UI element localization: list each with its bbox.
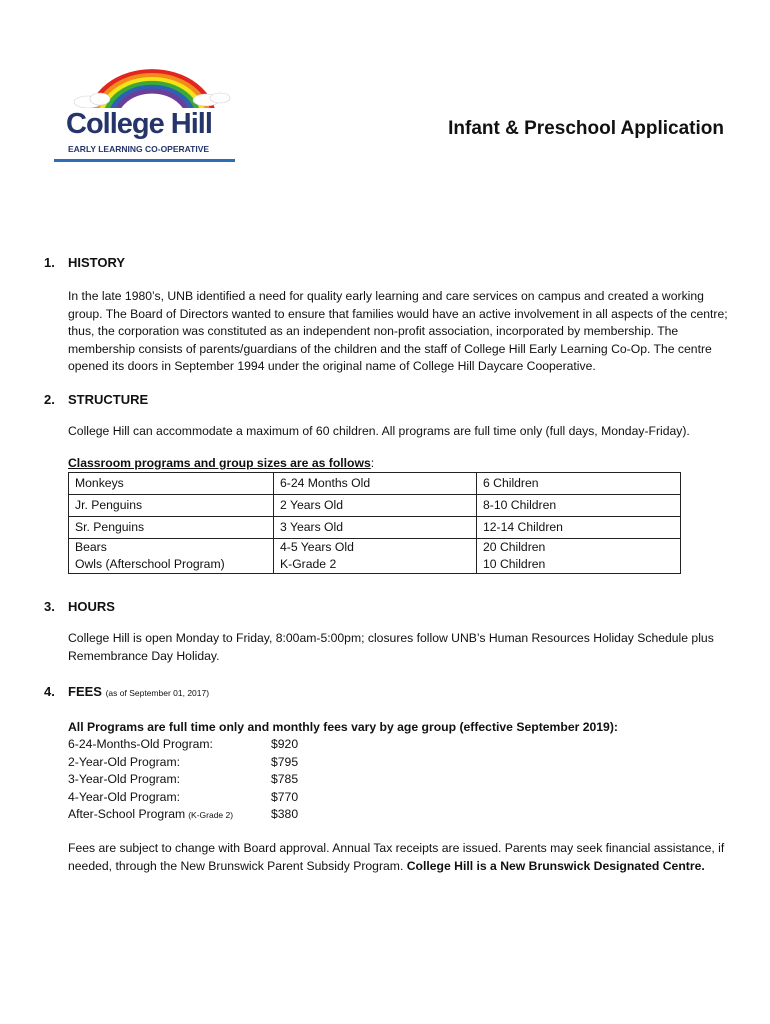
table-cell: Monkeys — [69, 473, 274, 495]
fees-heading — [44, 684, 209, 699]
table-caption-colon: : — [370, 456, 375, 470]
fee-label-text: After-School Program — [68, 807, 186, 821]
hours-number: 3. — [44, 599, 55, 614]
structure-number: 2. — [44, 392, 55, 407]
table-cell: 6 Children — [477, 473, 681, 495]
fee-amount: $795 — [271, 754, 299, 769]
table-row — [69, 473, 681, 495]
fee-row — [68, 737, 298, 751]
fee-label — [68, 807, 271, 821]
fees-note-text: Fees are subject to change with Board approval. Annual Tax receipts are issued. Parents may seek financial assistance, if needed, through the New Brunswick Parent Subsidy Program. — [68, 841, 725, 873]
college-hill-logo — [54, 58, 236, 166]
fee-label — [68, 772, 271, 786]
hours-text: College Hill is open Monday to Friday, 8:00am-5:00pm; closures follow UNB’s Human Resources Holiday Schedule plus Remembrance Day Holiday. — [68, 631, 714, 663]
table-row — [69, 539, 681, 574]
fee-row — [68, 807, 298, 821]
fee-amount: $920 — [271, 737, 299, 751]
table-row — [69, 495, 681, 517]
table-cell: 4-5 Years Old K-Grade 2 — [274, 539, 477, 574]
fee-label — [68, 790, 271, 804]
hours-heading — [44, 599, 115, 614]
table-cell: 12-14 Children — [477, 517, 681, 539]
table-cell: 6-24 Months Old — [274, 473, 477, 495]
table-cell: Bears Owls (Afterschool Program) — [69, 539, 274, 574]
fees-number: 4. — [44, 684, 55, 699]
history-heading — [44, 255, 125, 270]
designated-centre-text: College Hill is a New Brunswick Designated Centre. — [406, 858, 705, 873]
table-caption — [68, 456, 374, 470]
table-caption-text: Classroom programs and group sizes are as follows — [68, 456, 371, 470]
logo-subtitle: EARLY LEARNING CO-OPERATIVE — [68, 144, 210, 154]
fee-label — [68, 737, 271, 751]
fee-label — [68, 755, 271, 769]
fee-row — [68, 790, 298, 804]
structure-title: STRUCTURE — [68, 392, 149, 407]
fees-title: FEES — [68, 684, 102, 699]
fee-label-text: 4-Year-Old Program: — [68, 789, 180, 804]
hours-title: HOURS — [68, 599, 115, 614]
page-title: Infant & Preschool Application — [448, 118, 724, 139]
structure-heading — [44, 392, 148, 407]
history-text: In the late 1980’s, UNB identified a need for quality early learning and care services on campus and created a working group. The Board of Directors wanted to ensure that families would have an active involvement in all aspects of the centre; thus, the corporation was constituted as an independent non-profit association, incorporated by membership. The membership consists of parents/guardians of the children and the staff of College Hill Early Learning Co-Op. The centre opened its doors in September 1994 under the original name of College Hill Daycare Cooperative. — [68, 289, 728, 373]
classroom-table-body — [69, 473, 681, 574]
fee-amount: $770 — [271, 789, 299, 804]
logo-underline — [54, 159, 235, 162]
table-cell: Sr. Penguins — [69, 517, 274, 539]
history-number: 1. — [44, 255, 55, 270]
table-cell: Jr. Penguins — [69, 495, 274, 517]
table-cell: 3 Years Old — [274, 517, 477, 539]
fees-date-note: (as of September 01, 2017) — [105, 688, 210, 698]
fee-label-text: 6-24-Months-Old Program: — [68, 737, 213, 751]
fee-amount: $380 — [271, 807, 299, 821]
table-cell: 2 Years Old — [274, 495, 477, 517]
fee-amount: $785 — [271, 772, 299, 786]
logo-name: College Hill — [66, 108, 212, 140]
fee-label-text: 3-Year-Old Program: — [68, 772, 180, 786]
fee-row — [68, 755, 298, 769]
table-row — [69, 517, 681, 539]
fee-row — [68, 772, 298, 786]
fee-label-text: 2-Year-Old Program: — [68, 754, 180, 769]
table-cell: 8-10 Children — [477, 495, 681, 517]
fees-intro: All Programs are full time only and monthly fees vary by age group (effective September 2019): — [68, 720, 618, 734]
classroom-table — [68, 472, 681, 574]
history-title: HISTORY — [68, 255, 126, 270]
rainbow-icon — [54, 58, 236, 108]
structure-text: College Hill can accommodate a maximum of 60 children. All programs are full time only (full days, Monday-Friday). — [68, 424, 690, 438]
fees-note — [68, 840, 728, 875]
fee-label-note: (K-Grade 2) — [188, 810, 234, 820]
table-cell: 20 Children 10 Children — [477, 539, 681, 574]
